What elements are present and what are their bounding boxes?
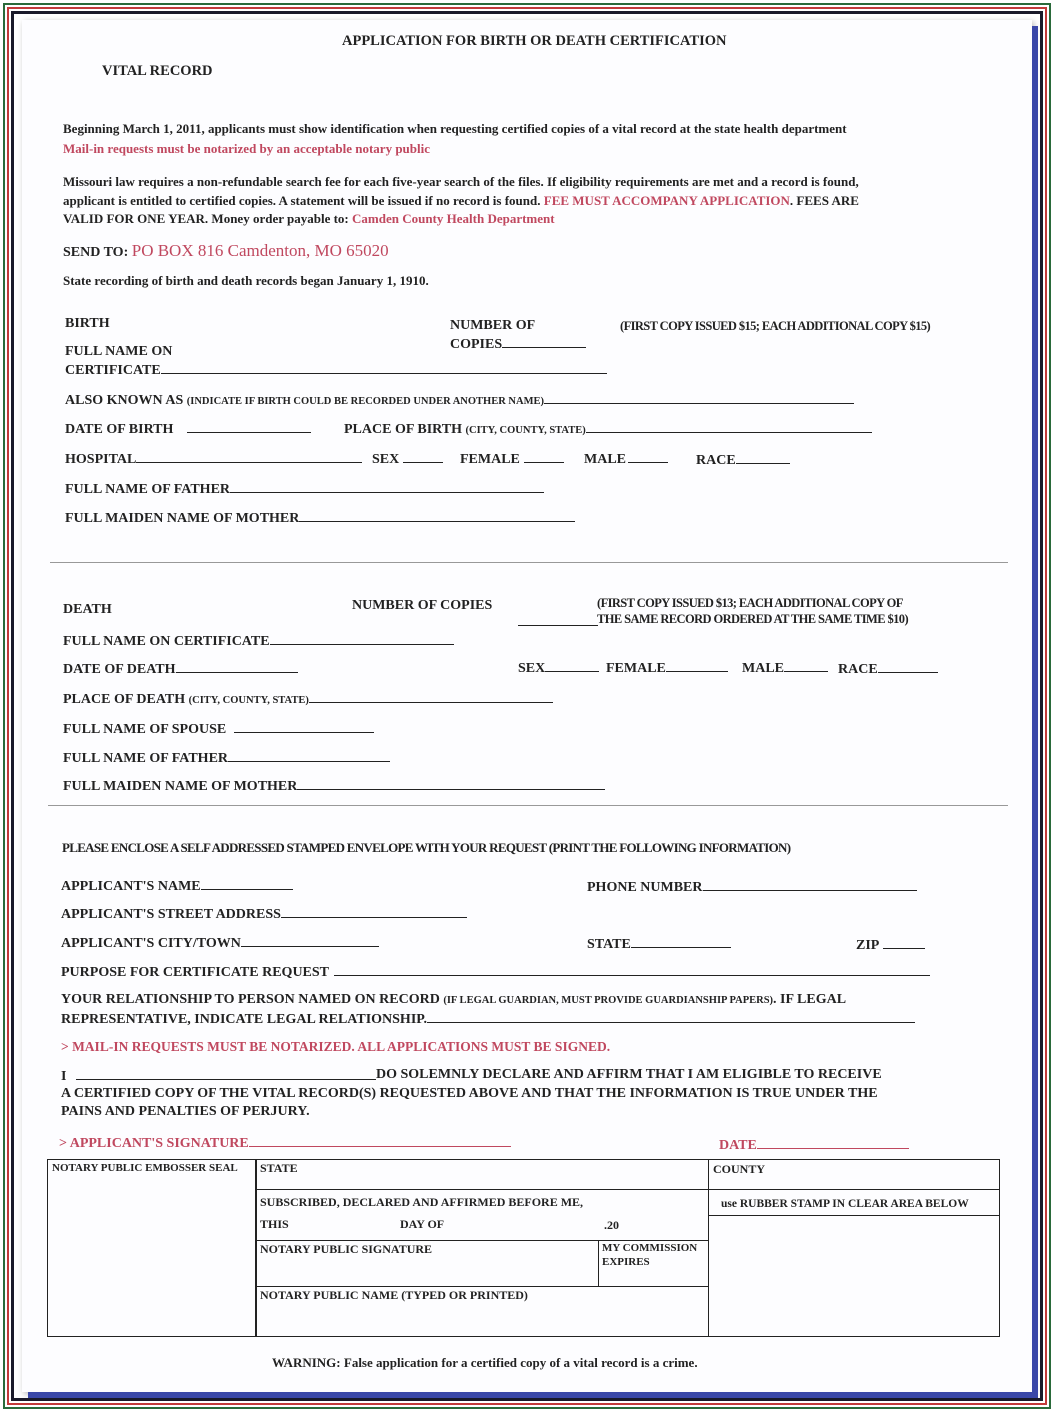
- birth-female-field[interactable]: FEMALE: [460, 450, 564, 467]
- applicant-state-field[interactable]: STATE: [587, 935, 731, 952]
- envelope-note: PLEASE ENCLOSE A SELF ADDRESSED STAMPED ENVELOPE WITH YOUR REQUEST (PRINT THE FOLLOWING INFORMATION): [62, 840, 791, 855]
- form-page: [22, 20, 1032, 1392]
- send-to: SEND TO: PO BOX 816 Camdenton, MO 65020: [63, 241, 389, 260]
- birth-aka-field[interactable]: ALSO KNOWN AS (INDICATE IF BIRTH COULD BE RECORDED UNDER ANOTHER NAME): [65, 391, 854, 408]
- form-title: APPLICATION FOR BIRTH OR DEATH CERTIFICATION: [342, 33, 727, 49]
- applicant-signature-field[interactable]: > APPLICANT'S SIGNATURE: [59, 1134, 511, 1151]
- death-race-field[interactable]: RACE: [838, 660, 938, 677]
- birth-race-field[interactable]: RACE: [696, 451, 790, 468]
- death-place-field[interactable]: PLACE OF DEATH (CITY, COUNTY, STATE): [63, 690, 553, 707]
- declare-line-1: DO SOLEMNLY DECLARE AND AFFIRM THAT I AM ELIGIBLE TO RECEIVE: [376, 1067, 882, 1082]
- notary-commission-label-1: MY COMMISSION: [602, 1242, 698, 1254]
- applicant-date-field[interactable]: DATE: [719, 1136, 909, 1153]
- declare-line-3: PAINS AND PENALTIES OF PERJURY.: [61, 1104, 310, 1119]
- birth-place-field[interactable]: PLACE OF BIRTH (CITY, COUNTY, STATE): [344, 420, 872, 437]
- applicant-city-field[interactable]: APPLICANT'S CITY/TOWN: [61, 934, 379, 951]
- notary-day-of-label: DAY OF: [400, 1217, 445, 1231]
- birth-full-name-field[interactable]: CERTIFICATE: [65, 361, 607, 378]
- death-number-of-copies: NUMBER OF COPIES: [352, 598, 493, 613]
- death-sex-field[interactable]: SEX: [518, 659, 599, 676]
- divider-death-applicant: [48, 805, 1008, 806]
- birth-male-field[interactable]: MALE: [584, 450, 668, 467]
- death-male-field[interactable]: MALE: [742, 659, 828, 676]
- intro-line-2: Mail-in requests must be notarized by an acceptable notary public: [63, 141, 431, 156]
- birth-father-field[interactable]: FULL NAME OF FATHER: [65, 480, 544, 497]
- form-subtitle: VITAL RECORD: [102, 63, 213, 79]
- death-date-field[interactable]: DATE OF DEATH: [63, 660, 298, 677]
- warning-note: WARNING: False application for a certified copy of a vital record is a crime.: [272, 1355, 698, 1370]
- death-fee-note-2: THE SAME RECORD ORDERED AT THE SAME TIME $10): [597, 612, 909, 626]
- representative-field[interactable]: REPRESENTATIVE, INDICATE LEGAL RELATIONSHIP.: [61, 1010, 915, 1027]
- applicant-name-field[interactable]: APPLICANT'S NAME: [61, 877, 293, 894]
- notary-this-label: THIS: [260, 1217, 289, 1231]
- birth-hospital-field[interactable]: HOSPITAL: [65, 450, 362, 467]
- notary-commission-label-2: EXPIRES: [602, 1256, 650, 1268]
- notary-name-label: NOTARY PUBLIC NAME (TYPED OR PRINTED): [260, 1288, 528, 1302]
- birth-number-of: NUMBER OF: [450, 318, 536, 333]
- state-recording-note: State recording of birth and death records began January 1, 1910.: [63, 273, 429, 288]
- declare-line-2: A CERTIFIED COPY OF THE VITAL RECORD(S) REQUESTED ABOVE AND THAT THE INFORMATION IS TRUE UNDER THE: [61, 1086, 878, 1101]
- notary-subscribed-label: SUBSCRIBED, DECLARED AND AFFIRMED BEFORE ME,: [260, 1195, 584, 1209]
- death-copies-field[interactable]: [518, 610, 598, 626]
- rubber-stamp-label: use RUBBER STAMP IN CLEAR AREA BELOW: [721, 1198, 969, 1210]
- birth-mother-field[interactable]: FULL MAIDEN NAME OF MOTHER: [65, 509, 575, 526]
- birth-date-field[interactable]: DATE OF BIRTH: [65, 420, 311, 437]
- death-spouse-field[interactable]: FULL NAME OF SPOUSE: [63, 720, 374, 737]
- birth-fee-note: (FIRST COPY ISSUED $15; EACH ADDITIONAL COPY $15): [620, 319, 931, 333]
- notary-state-label: STATE: [260, 1161, 298, 1175]
- death-fee-note-1: (FIRST COPY ISSUED $13; EACH ADDITIONAL COPY OF: [597, 596, 903, 610]
- applicant-street-field[interactable]: APPLICANT'S STREET ADDRESS: [61, 905, 467, 922]
- rubber-stamp-area[interactable]: [708, 1215, 1000, 1337]
- intro-line-1: Beginning March 1, 2011, applicants must show identification when requesting certified copies of a vital record at the state health department: [63, 121, 847, 136]
- death-female-field[interactable]: FEMALE: [606, 659, 728, 676]
- intro-para-b: applicant is entitled to certified copies. A statement will be issued if no record is found. FEE MUST ACCOMPANY APPLICATION. FEES ARE: [63, 193, 859, 208]
- notary-county-label: COUNTY: [713, 1162, 766, 1176]
- mail-in-note: > MAIL-IN REQUESTS MUST BE NOTARIZED. ALL APPLICATIONS MUST BE SIGNED.: [61, 1039, 611, 1054]
- notary-state-cell[interactable]: [255, 1159, 709, 1190]
- notary-seal-label: NOTARY PUBLIC EMBOSSER SEAL: [52, 1162, 238, 1174]
- relationship-line: YOUR RELATIONSHIP TO PERSON NAMED ON RECORD (IF LEGAL GUARDIAN, MUST PROVIDE GUARDIANSHIP PAPERS). IF LEGAL: [61, 992, 847, 1007]
- intro-para-c: VALID FOR ONE YEAR. Money order payable to: Camden County Health Department: [63, 211, 555, 226]
- birth-heading: BIRTH: [65, 316, 110, 331]
- death-full-name-field[interactable]: FULL NAME ON CERTIFICATE: [63, 632, 454, 649]
- notary-year-label: .20: [604, 1218, 619, 1232]
- death-father-field[interactable]: FULL NAME OF FATHER: [63, 749, 390, 766]
- purpose-field[interactable]: PURPOSE FOR CERTIFICATE REQUEST: [61, 963, 930, 980]
- birth-full-name-on: FULL NAME ON: [65, 344, 173, 359]
- declare-name-field[interactable]: I: [61, 1067, 376, 1084]
- death-mother-field[interactable]: FULL MAIDEN NAME OF MOTHER: [63, 777, 605, 794]
- notary-seal-box: [47, 1159, 257, 1337]
- applicant-zip-field[interactable]: ZIP: [856, 936, 925, 953]
- intro-para-a: Missouri law requires a non-refundable search fee for each five-year search of the files. If eligibility requirements are met and a record is found,: [63, 174, 859, 189]
- applicant-phone-field[interactable]: PHONE NUMBER: [587, 878, 917, 895]
- birth-copies-field[interactable]: COPIES: [450, 335, 586, 352]
- notary-signature-label: NOTARY PUBLIC SIGNATURE: [260, 1242, 433, 1256]
- death-heading: DEATH: [63, 602, 112, 617]
- divider-birth-death: [50, 562, 1008, 563]
- birth-sex-field[interactable]: SEX: [372, 450, 443, 467]
